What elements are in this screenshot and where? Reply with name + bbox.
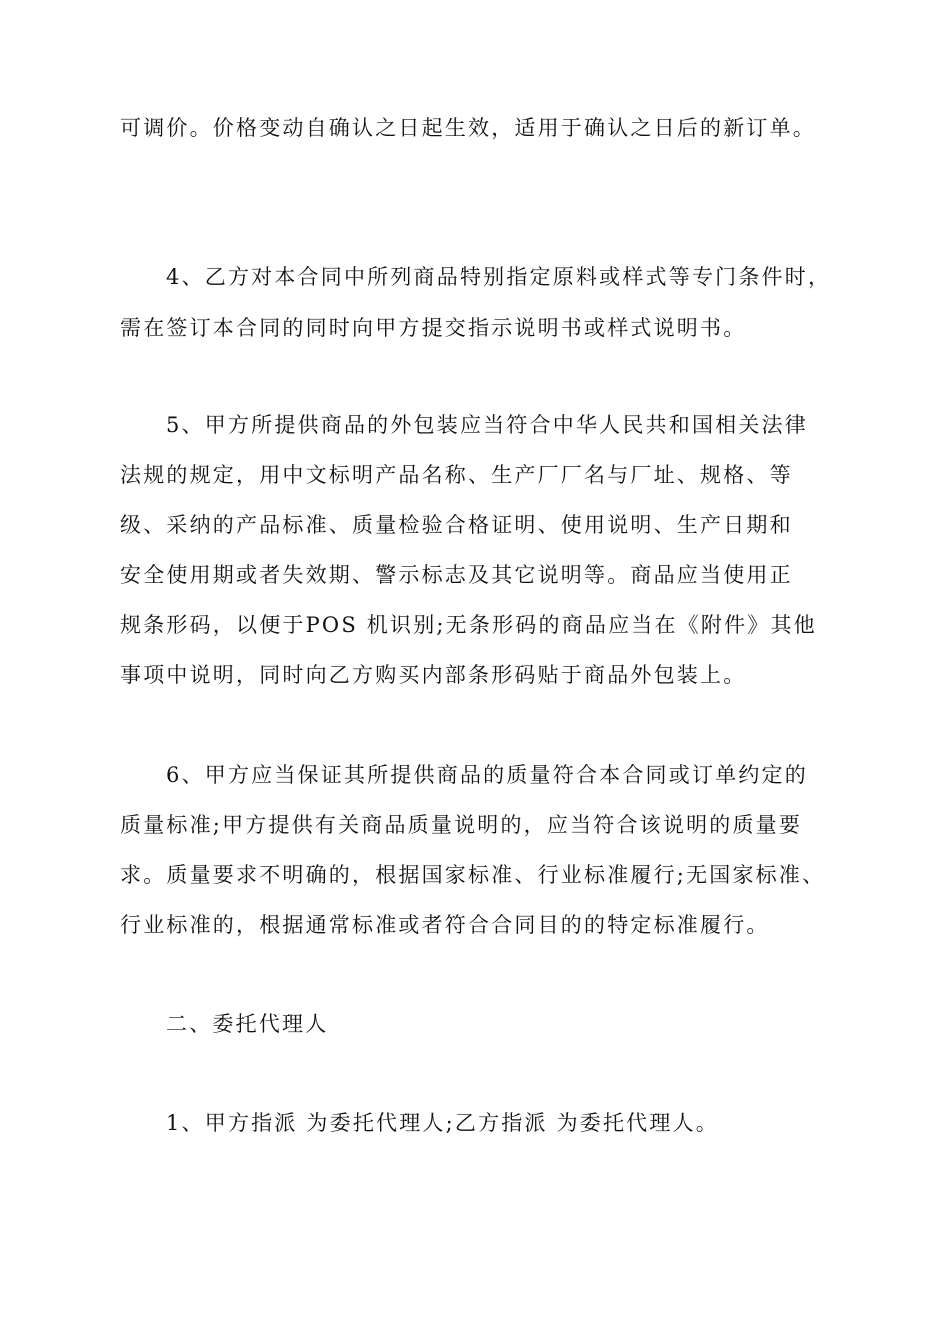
paragraph-line: 需在签订本合同的同时向甲方提交指示说明书或样式说明书。 xyxy=(120,316,747,340)
section-heading: 二、委托代理人 xyxy=(166,1012,329,1036)
paragraph-line: 1、甲方指派 为委托代理人;乙方指派 为委托代理人。 xyxy=(166,1111,719,1135)
paragraph-line: 质量标准;甲方提供有关商品质量说明的，应当符合该说明的质量要 xyxy=(120,813,803,837)
paragraph-line: 可调价。价格变动自确认之日起生效，适用于确认之日后的新订单。 xyxy=(120,116,816,140)
paragraph-line: 求。质量要求不明确的，根据国家标准、行业标准履行;无国家标准、 xyxy=(120,863,826,887)
paragraph-line: 行业标准的，根据通常标准或者符合合同目的的特定标准履行。 xyxy=(120,913,770,937)
paragraph-line: 5、甲方所提供商品的外包装应当符合中华人民共和国相关法律 xyxy=(166,413,808,437)
paragraph-line: 事项中说明，同时向乙方购买内部条形码贴于商品外包装上。 xyxy=(120,663,747,687)
paragraph-line: 6、甲方应当保证其所提供商品的质量符合本合同或订单约定的 xyxy=(166,763,808,787)
paragraph-line: 法规的规定，用中文标明产品名称、生产厂厂名与厂址、规格、等 xyxy=(120,463,793,487)
paragraph-line: 安全使用期或者失效期、警示标志及其它说明等。商品应当使用正 xyxy=(120,563,793,587)
paragraph-line: 4、乙方对本合同中所列商品特别指定原料或样式等专门条件时， xyxy=(166,265,832,289)
paragraph-line: 规条形码，以便于POS 机识别;无条形码的商品应当在《附件》其他 xyxy=(120,613,817,637)
paragraph-line: 级、采纳的产品标准、质量检验合格证明、使用说明、生产日期和 xyxy=(120,513,793,537)
